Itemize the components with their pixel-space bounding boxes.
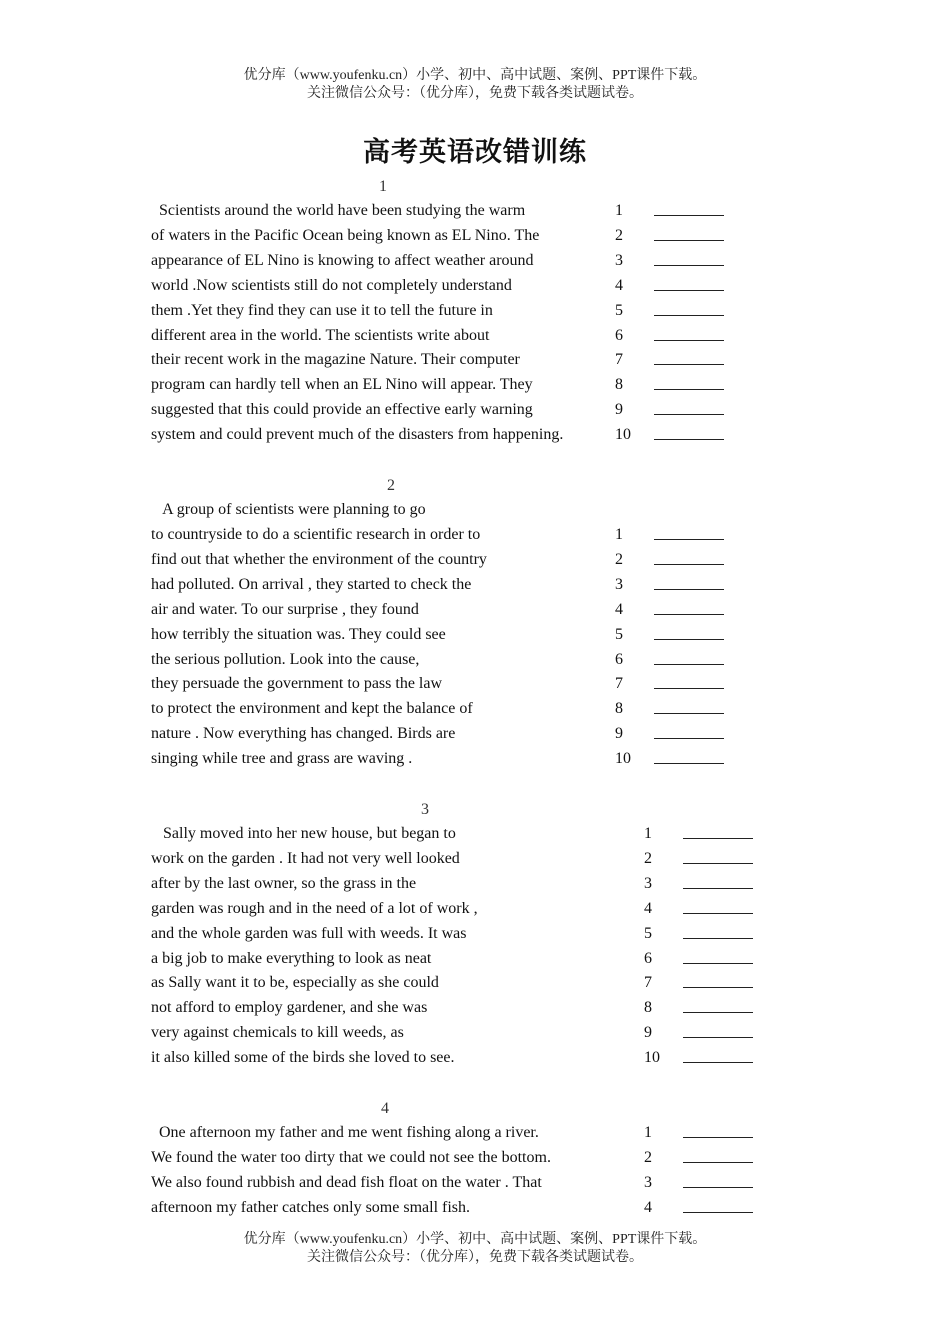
answer-blank[interactable] <box>654 414 724 415</box>
line-text: not afford to employ gardener, and she was <box>151 999 428 1017</box>
header-line-1: 优分库（www.youfenku.cn）小学、初中、高中试题、案例、PPT课件下载。 <box>243 68 707 83</box>
answer-blank[interactable] <box>654 664 724 665</box>
answer-blank[interactable] <box>654 564 724 565</box>
line-number: 10 <box>644 1049 660 1067</box>
line-number: 4 <box>615 600 623 618</box>
answer-blank[interactable] <box>683 888 753 889</box>
line-number: 6 <box>615 650 623 668</box>
line-number: 1 <box>615 202 623 219</box>
answer-blank[interactable] <box>683 1012 753 1013</box>
header-line-2: 关注微信公众号：（优分库），免费下载各类试题试卷。 <box>307 86 643 101</box>
line-text: program can hardly tell when an EL Nino will appear. They <box>151 376 533 394</box>
answer-blank[interactable] <box>683 863 753 864</box>
answer-blank[interactable] <box>654 589 724 590</box>
line-number: 3 <box>644 874 652 892</box>
line-text: find out that whether the environment of the country <box>151 550 487 568</box>
section-2-number: 2 <box>387 477 395 494</box>
line-number: 9 <box>644 1024 652 1042</box>
line-text: had polluted. On arrival , they started to check the <box>151 575 472 593</box>
line-number: 3 <box>615 575 623 593</box>
line-text: We found the water too dirty that we could not see the bottom. <box>151 1148 551 1166</box>
line-number: 4 <box>644 1198 652 1216</box>
answer-blank[interactable] <box>683 987 753 988</box>
line-number: 7 <box>644 974 652 992</box>
line-text: their recent work in the magazine Nature. Their computer <box>151 351 520 369</box>
answer-blank[interactable] <box>683 1062 753 1063</box>
answer-blank[interactable] <box>683 1212 753 1213</box>
line-number: 2 <box>615 550 623 568</box>
line-number: 5 <box>644 924 652 942</box>
line-text: them .Yet they find they can use it to tell the future in <box>151 301 493 319</box>
line-number: 5 <box>615 625 623 643</box>
line-number: 7 <box>615 351 623 369</box>
answer-blank[interactable] <box>654 240 724 241</box>
answer-blank[interactable] <box>654 614 724 615</box>
section-4-number: 4 <box>381 1100 389 1117</box>
line-number: 1 <box>615 526 623 543</box>
answer-blank[interactable] <box>683 938 753 939</box>
section-1-number: 1 <box>379 178 387 195</box>
answer-blank[interactable] <box>683 838 753 839</box>
line-text: of waters in the Pacific Ocean being known as EL Nino. The <box>151 226 540 244</box>
footer-line-2: 关注微信公众号：（优分库），免费下载各类试题试卷。 <box>307 1250 643 1265</box>
line-text: singing while tree and grass are waving . <box>151 750 413 768</box>
answer-blank[interactable] <box>654 290 724 291</box>
line-text: work on the garden . It had not very well looked <box>151 849 460 867</box>
answer-blank[interactable] <box>654 340 724 341</box>
line-number: 5 <box>615 301 623 319</box>
page-title: 高考英语改错训练 <box>363 137 587 167</box>
answer-blank[interactable] <box>654 539 724 540</box>
line-text: afternoon my father catches only some small fish. <box>151 1198 471 1216</box>
line-text: Sally moved into her new house, but began to <box>151 825 456 842</box>
line-text: the serious pollution. Look into the cause, <box>151 650 420 668</box>
line-text: they persuade the government to pass the law <box>151 675 443 693</box>
line-number: 3 <box>644 1173 652 1191</box>
line-number: 9 <box>615 401 623 419</box>
line-number: 2 <box>644 1148 652 1166</box>
line-text: air and water. To our surprise , they found <box>151 600 419 618</box>
answer-blank[interactable] <box>683 1187 753 1188</box>
line-text: a big job to make everything to look as neat <box>151 949 432 967</box>
answer-blank[interactable] <box>654 389 724 390</box>
line-text: appearance of EL Nino is knowing to affect weather around <box>151 251 534 269</box>
line-number: 1 <box>644 1124 652 1141</box>
line-text: garden was rough and in the need of a lot of work , <box>151 899 478 917</box>
line-text: how terribly the situation was. They could see <box>151 625 446 643</box>
answer-blank[interactable] <box>654 688 724 689</box>
line-number: 8 <box>615 700 623 718</box>
line-number: 9 <box>615 725 623 743</box>
answer-blank[interactable] <box>654 265 724 266</box>
line-number: 7 <box>615 675 623 693</box>
footer-line-1: 优分库（www.youfenku.cn）小学、初中、高中试题、案例、PPT课件下载。 <box>243 1232 707 1247</box>
answer-blank[interactable] <box>683 1162 753 1163</box>
line-number: 8 <box>644 999 652 1017</box>
answer-blank[interactable] <box>654 439 724 440</box>
answer-blank[interactable] <box>683 963 753 964</box>
line-text: and the whole garden was full with weeds. It was <box>151 924 467 942</box>
answer-blank[interactable] <box>683 913 753 914</box>
line-number: 2 <box>615 226 623 244</box>
line-number: 10 <box>615 750 631 768</box>
line-text: it also killed some of the birds she loved to see. <box>151 1049 455 1067</box>
answer-blank[interactable] <box>654 639 724 640</box>
answer-blank[interactable] <box>654 364 724 365</box>
line-text: to countryside to do a scientific research in order to <box>151 526 481 543</box>
line-text: as Sally want it to be, especially as she could <box>151 974 439 992</box>
line-number: 1 <box>644 825 652 842</box>
line-number: 2 <box>644 849 652 867</box>
page-footer <box>0 1231 950 1267</box>
line-text: suggested that this could provide an effective early warning <box>151 401 533 419</box>
line-text: to protect the environment and kept the balance of <box>151 700 473 718</box>
answer-blank[interactable] <box>683 1037 753 1038</box>
answer-blank[interactable] <box>654 315 724 316</box>
section-3-number: 3 <box>421 801 429 818</box>
line-text: One afternoon my father and me went fishing along a river. <box>151 1124 539 1141</box>
line-text: world .Now scientists still do not completely understand <box>151 276 512 294</box>
answer-blank[interactable] <box>654 713 724 714</box>
line-number: 6 <box>615 326 623 344</box>
answer-blank[interactable] <box>654 763 724 764</box>
line-text: very against chemicals to kill weeds, as <box>151 1024 404 1042</box>
line-number: 4 <box>644 899 652 917</box>
answer-blank[interactable] <box>683 1137 753 1138</box>
page-header <box>0 67 950 103</box>
line-number: 6 <box>644 949 652 967</box>
line-text: We also found rubbish and dead fish float on the water . That <box>151 1173 542 1191</box>
line-number: 8 <box>615 376 623 394</box>
line-text: after by the last owner, so the grass in the <box>151 874 417 892</box>
section-2-intro-text: A group of scientists were planning to go <box>151 501 426 518</box>
line-number: 4 <box>615 276 623 294</box>
line-number: 3 <box>615 251 623 269</box>
line-text: Scientists around the world have been studying the warm <box>151 202 526 219</box>
line-text: nature . Now everything has changed. Birds are <box>151 725 456 743</box>
line-number: 10 <box>615 426 631 444</box>
line-text: different area in the world. The scientists write about <box>151 326 490 344</box>
answer-blank[interactable] <box>654 215 724 216</box>
answer-blank[interactable] <box>654 738 724 739</box>
line-text: system and could prevent much of the disasters from happening. <box>151 426 564 444</box>
